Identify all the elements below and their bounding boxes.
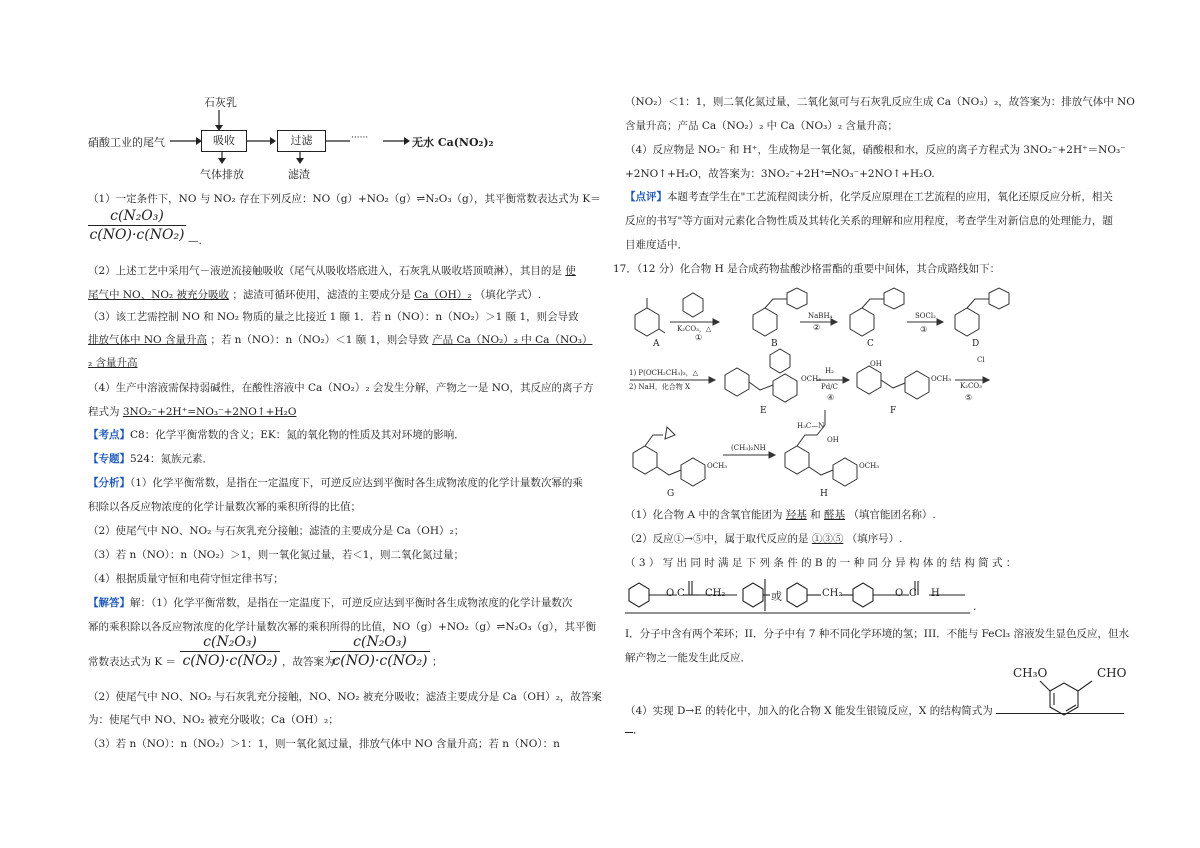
label-e: E [760,406,767,416]
flow-dots: ······ [351,133,369,143]
jieda-fraction-2: $\frac{\text{c(N₂O₃)}}{\text{c(NO)·c(NO₂)}}$ [330,634,430,669]
q3-line1: （3）该工艺需控制 NO 和 NO₂ 物质的量之比接近 1 颐 1．若 n（NO）：n（NO₂）＞1 颐 1，则会导致 [88,311,579,323]
q3-answer2-end: ₂ 含量升高 [88,357,138,369]
f-substituent: OCH₃ [931,375,952,383]
jieda-6: （3）若 n（NO）：n（NO₂）＞1：1，则一氧化氮过量，排放气体中 NO 含量升高；若 n（NO）：n [88,738,560,750]
x-methoxy: CH₃O [1013,666,1048,680]
step-2: ② [813,323,821,332]
r-line-1: （NO₂）＜1：1，则二氧化氮过量，二氧化氮可与石灰乳反应生成 Ca（NO₃）₂，故答案为：排放气体中 NO [625,96,1135,108]
cond-5b: Pd/C [821,383,838,391]
cond-2: NaBH₄ [808,312,833,320]
q17-stem: 17．（12 分）化合物 H 是合成药物盐酸沙格雷酯的重要中间体，其合成路线如下： [613,263,1001,275]
zhuanti: 【专题】524：氮族元素． [88,453,214,465]
isomer-c-2: C [909,588,917,599]
jieda-3-end: ； [432,656,443,668]
label-c: C [867,339,874,349]
isomer-o-2: O [895,588,904,599]
fenxi-2: 积除以各反应物浓度的化学计量数次幂的乘积所得的比值； [88,501,361,513]
label-g: G [667,489,675,499]
isomer-or: 或 [771,590,782,603]
jieda-3-label: 常数表达式为 K ＝ [88,656,177,668]
isomer-h: H [931,588,940,599]
gas-emission-label: 气体排放 [200,168,244,181]
h-oh: OH [827,436,839,444]
filter-residue-label: 滤渣 [288,168,310,181]
cond-6: K₂CO₃ [960,382,982,390]
q3-line2: 排放气体中 NO 含量升高 ；若 n（NO）：n（NO₂）＜1 颐 1，则会导致 产品 Ca（NO₂）₂ 中 Ca（NO₃） [88,334,593,346]
sub1-answer2: 醛基 [823,509,845,521]
q4-line1: （4）生产中溶液需保持弱碱性，在酸性溶液中 Ca（NO₂）₂ 会发生分解，产物之一是 NO，其反应的离子方 [88,382,594,394]
kaodian: 【考点】C8：化学平衡常数的含义；EK：氮的氧化物的性质及其对环境的影响． [88,429,465,441]
isomer-ch2-1: CH₂ [705,588,726,599]
cond-4a: 1) P(OCH₂CH₃)₃，△ [629,369,699,377]
fenxi-4: （3）若 n（NO）：n（NO₂）＞1，则一氧化氮过量，若＜1，则二氧化氮过量； [88,549,464,561]
e-substituent: OCH₃ [801,375,822,383]
sub4-end-line: ． [625,722,644,737]
r-line-3: （4）反应物是 NO₂⁻ 和 H⁺，生成物是一氧化氮，硝酸根和水，反应的离子方程式为 3NO₂⁻+2H⁺＝NO₃⁻ [625,144,1126,156]
q3-line3 [88,356,138,370]
cond-1: K₂CO₃，△ [677,325,712,333]
r-line-4: +2NO↑+H₂O，故答案为：3NO₂⁻+2H⁺═NO₃⁻+2NO↑+H₂O. [625,168,935,180]
q2-answer1-start: 使 [565,265,576,277]
q2-line1: （2）上述工艺中采用气－液逆流接触吸收（尾气从吸收塔底进入，石灰乳从吸收塔顶喷淋），其目的是 使 [88,265,576,277]
step-1: ① [695,333,703,342]
flow-product-label: 无水 Ca(NO₂)₂ [412,136,494,149]
f-oh: OH [870,360,882,368]
isomer-c-1: C [677,588,685,599]
cond-7: (CH₃)₂NH [731,444,766,452]
absorb-box: 吸收 [201,130,247,152]
h-amine: H₃C—N [797,422,825,430]
q4-line2: 程式为 3NO₂⁻+2H⁺=NO₃⁻+2NO↑+H₂O [88,406,297,418]
q1-end: —. [188,235,202,247]
dianping-2: 反应的书写"等方面对元素化合物性质及其转化关系的理解和应用程度，考查学生对新信息的处理能力，题 [625,215,1113,227]
dianping-3: 目难度适中． [625,239,688,251]
process-flowchart [88,90,508,185]
reagent-label: 石灰乳 [204,96,237,109]
dianping-1: 【点评】本题考查学生在"工艺流程阅读分析，化学反应原理在工艺流程的应用，氧化还原反应分析，相关 [625,191,1113,203]
cond-5: H₂ [825,367,834,375]
sub1: （1）化合物 A 中的含氧官能团为 羟基 和 醛基 （填官能团名称）. [625,509,936,521]
jieda-3-mid: ，故答案为： [282,656,345,668]
q1-text: （1）一定条件下，NO 与 NO₂ 存在下列反应：NO（g）+NO₂（g）⇌N₂O₃（g），其平衡常数表达式为 K＝ [88,193,601,205]
label-h: H [820,489,828,499]
step-5: ⑤ [965,393,973,402]
fenxi-3: （2）使尾气中 NO、NO₂ 与石灰乳充分接触；滤渣的主要成分是 Ca（OH）₂； [88,525,465,537]
jieda-1: 【解答】解：（1）化学平衡常数，是指在一定温度下，可逆反应达到平衡时各生成物浓度的化学计量数次 [88,597,573,609]
jieda-fraction-1: $\frac{\text{c(N₂O₃)}}{\text{c(NO)·c(NO₂)}}$ [180,634,280,669]
fenxi-1: 【分析】（1）化学平衡常数，是指在一定温度下，可逆反应达到平衡时各生成物浓度的化学计量数次幂的乘 [88,477,583,489]
step-3: ③ [920,325,928,334]
sub3: （ 3 ） 写 出 同 时 满 足 下 列 条 件 的 B 的 一 种 同 分 异 构 体 的 结 构 简 式 ： [625,557,1017,569]
epoxide-cl: Cl [977,356,985,364]
g-substituent: OCH₃ [707,462,728,470]
sub4-blank [996,703,1124,714]
isomer-ch2-2: CH₂ [822,588,843,599]
q2-line2: 尾气中 NO、NO₂ 被充分吸收 ；滤渣可循环使用，滤渣的主要成分是 Ca（OH）₂ （填化学式）. [88,289,542,301]
sub2: （2）反应①→⑤中，属于取代反应的是 ①③⑤ （填序号）. [625,533,903,545]
q2-answer1: 尾气中 NO、NO₂ 被充分吸收 [88,289,229,301]
sub1-answer1: 羟基 [785,509,807,521]
isomer-o-1: O [666,588,675,599]
label-d: D [972,339,980,349]
jieda-2: 幂的乘积除以各反应物浓度的化学计量数次幂的乘积所得的比值，NO（g）+NO₂（g）⇌N₂O₃（g），其平衡 [88,621,597,633]
h-substituent: OCH₃ [859,462,880,470]
label-a: A [653,339,660,349]
label-b: B [771,339,778,349]
sub3-end: . [973,600,977,613]
q3-answer2: 产品 Ca（NO₂）₂ 中 Ca（NO₃） [432,334,593,346]
cond-4b: 2) NaH，化合物 X [629,383,691,391]
cond-list-1: I．分子中含有两个苯环；II．分子中有 7 种不同化学环境的氢；III．不能与 FeCl₃ 溶液发生显色反应，但水 [625,628,1129,640]
label-f: F [890,406,897,416]
jieda-5: 为：使尾气中 NO、NO₂ 被充分吸收；Ca（OH）₂； [88,714,339,726]
jieda-4: （2）使尾气中 NO、NO₂ 与石灰乳充分接触，NO、NO₂ 被充分吸收；滤渣主要成分是 Ca（OH）₂，故答案 [88,691,602,703]
cond-3: SOCl₂ [915,312,936,320]
cond-list-2: 解产物之一能发生此反应． [625,652,751,664]
q1-fraction: $\frac{\text{c(N₂O₃)}}{\text{c(NO)·c(NO₂)}}$ [89,208,185,243]
step-4: ④ [827,393,835,402]
r-line-2: 含量升高；产品 Ca（NO₂）₂ 中 Ca（NO₃）₂ 含量升高； [625,120,898,132]
x-aldehyde: CHO [1097,666,1127,680]
q3-answer1: 排放气体中 NO 含量升高 [88,334,207,346]
fenxi-5: （4）根据质量守恒和电荷守恒定律书写； [88,573,284,585]
sub2-answer: ①③⑤ [811,533,844,545]
flow-input-label: 硝酸工业的尾气 [88,136,165,149]
q2-answer2: Ca（OH）₂ [414,289,472,301]
filter-box: 过滤 [277,130,326,152]
synthesis-route [625,285,1135,500]
q4-answer: 3NO₂⁻+2H⁺=NO₃⁻+2NO↑+H₂O [122,406,297,418]
sub4: （4）实现 D→E 的转化中，加入的化合物 X 能发生银镜反应，X 的结构简式为 [625,703,1124,718]
